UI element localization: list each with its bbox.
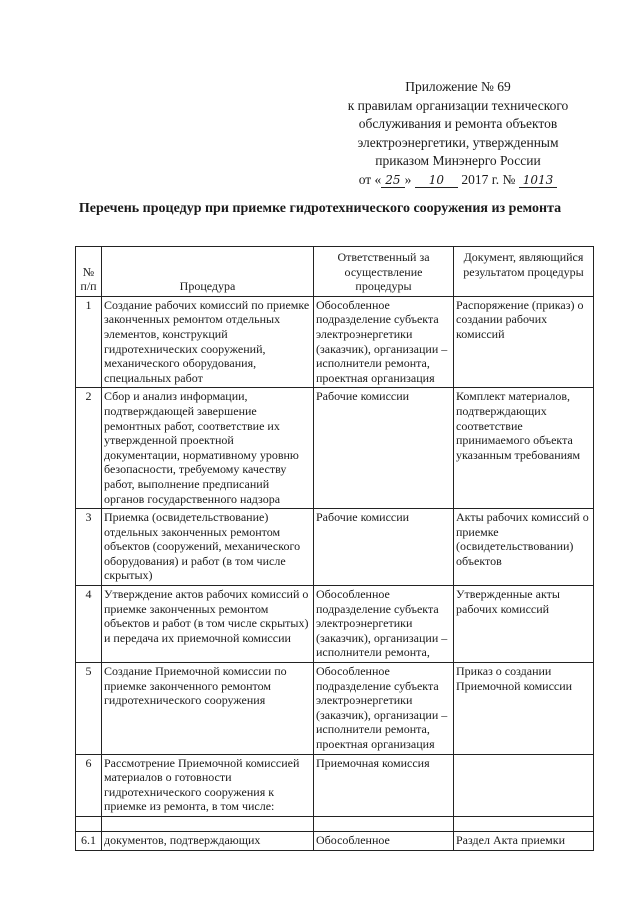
row-responsible: Обособленное подразделение субъекта электроэнергетики (заказчик), организации – исполнители ремонта, проектная организация [314, 663, 454, 755]
row-procedure: Сбор и анализ информации, подтверждающей завершение ремонтных работ, соответствие их утвержденной проектной документации, нормативному уровню безопасности, требуемому качеству работ, выполнение предписаний органов государственного надзора [102, 388, 314, 509]
row-document: Раздел Акта приемки [454, 831, 594, 850]
table-row [76, 509, 594, 586]
row-num: 6.1 [76, 831, 102, 850]
table-row [76, 586, 594, 663]
order-date-line [318, 171, 598, 190]
table-row [76, 754, 594, 816]
table-row [76, 296, 594, 388]
appendix-line: приказом Минэнерго России [375, 153, 541, 168]
row-num: 2 [76, 388, 102, 509]
table-row [76, 663, 594, 755]
row-document: Утвержденные акты рабочих комиссий [454, 586, 594, 663]
row-responsible: Приемочная комиссия [314, 754, 454, 816]
row-procedure: Создание Приемочной комиссии по приемке законченного ремонтом гидротехнического сооружения [102, 663, 314, 755]
row-procedure: Рассмотрение Приемочной комиссией материалов о готовности гидротехнического сооружения к приемке из ремонта, в том числе: [102, 754, 314, 816]
header-procedure: Процедура [102, 247, 314, 297]
spacer-cell [76, 816, 102, 831]
row-num: 5 [76, 663, 102, 755]
spacer-cell [102, 816, 314, 831]
row-responsible: Обособленное подразделение субъекта электроэнергетики (заказчик), организации – исполнители ремонта, проектная организация [314, 296, 454, 388]
appendix-line: электроэнергетики, утвержденным [357, 134, 559, 150]
row-num: 3 [76, 509, 102, 586]
order-month: 10 [415, 173, 458, 188]
table-header-row [76, 247, 594, 297]
appendix-line: обслуживания и ремонта объектов [358, 116, 558, 131]
row-num: 6 [76, 754, 102, 816]
table-row [76, 831, 594, 850]
row-responsible: Рабочие комиссии [314, 509, 454, 586]
order-number: 1013 [519, 173, 558, 188]
row-procedure: Приемка (освидетельствование) отдельных законченных ремонтом объектов (сооружений, механического оборудования) и работ (в том числе скрытых) [102, 509, 314, 586]
date-mid: » [404, 171, 412, 187]
appendix-header [318, 78, 598, 189]
procedures-table [75, 246, 594, 851]
row-procedure: Утверждение актов рабочих комиссий о приемке законченных ремонтом объектов и работ (в том числе скрытых) и передача их приемочной комиссии [102, 586, 314, 663]
row-num: 4 [76, 586, 102, 663]
header-num: № п/п [76, 247, 102, 297]
row-document [454, 754, 594, 816]
order-year: 2017 г. № [461, 171, 516, 187]
date-prefix: от « [358, 171, 382, 187]
row-document: Распоряжение (приказ) о создании рабочих комиссий [454, 296, 594, 388]
table-spacer-row [76, 816, 594, 831]
spacer-cell [314, 816, 454, 831]
row-num: 1 [76, 296, 102, 388]
document-title: Перечень процедур при приемке гидротехнического сооружения из ремонта [78, 201, 562, 216]
row-document: Приказ о создании Приемочной комиссии [454, 663, 594, 755]
header-responsible: Ответственный за осуществление процедуры [314, 247, 454, 297]
order-day: 25 [381, 173, 404, 188]
row-document: Акты рабочих комиссий о приемке (освидетельствовании) объектов [454, 509, 594, 586]
row-procedure: документов, подтверждающих [102, 831, 314, 850]
row-responsible: Обособленное подразделение субъекта электроэнергетики (заказчик), организации – исполнители ремонта, [314, 586, 454, 663]
row-responsible: Рабочие комиссии [314, 388, 454, 509]
appendix-line: к правилам организации технического [347, 97, 569, 113]
spacer-cell [454, 816, 594, 831]
header-document: Документ, являющийся результатом процедуры [454, 247, 594, 297]
row-document: Комплект материалов, подтверждающих соответствие принимаемого объекта указанным требованиям [454, 388, 594, 509]
row-procedure: Создание рабочих комиссий по приемке законченных ремонтом отдельных элементов, конструкций гидротехнических сооружений, механического оборудования, специальных работ [102, 296, 314, 388]
row-responsible: Обособленное [314, 831, 454, 850]
appendix-number: Приложение № 69 [405, 79, 511, 94]
table-row [76, 388, 594, 509]
